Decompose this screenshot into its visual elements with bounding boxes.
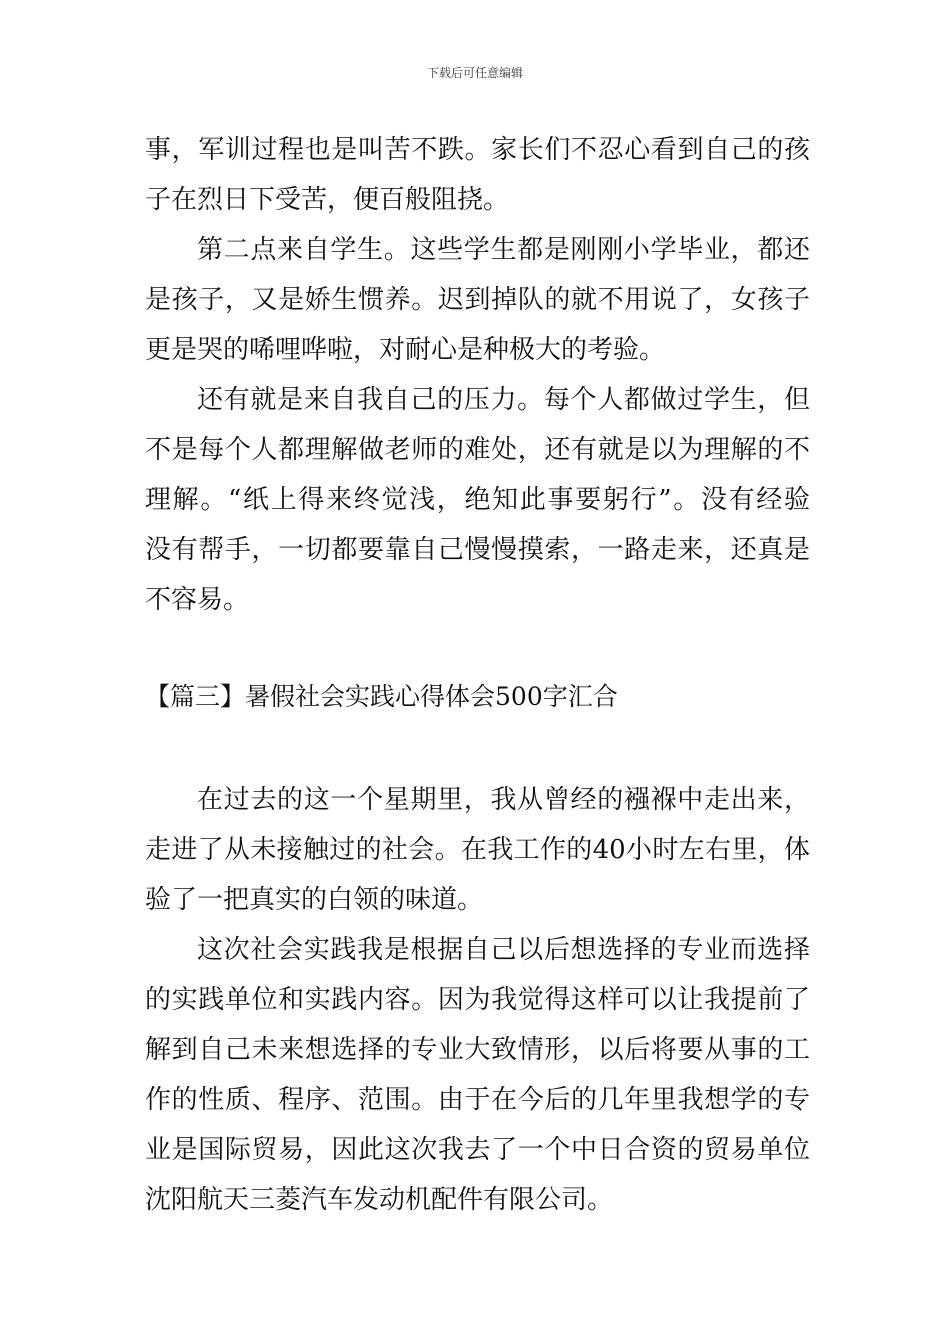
- paragraph-line: 第二点来自学生。这些学生都是刚刚小学毕业，都还: [197, 235, 810, 265]
- paragraph-line: 没有帮手，一切都要靠自己慢慢摸索，一路走来，还真是: [145, 535, 810, 565]
- paragraph-line: 事，军训过程也是叫苦不跌。家长们不忍心看到自己的孩: [145, 135, 810, 165]
- paragraph-line: 不容易。: [145, 585, 250, 615]
- paragraph-line: 沈阳航天三菱汽车发动机配件有限公司。: [145, 1185, 614, 1215]
- paragraph-line: 走进了从未接触过的社会。在我工作的40小时左右里，体: [145, 835, 810, 865]
- paragraph-line: 的实践单位和实践内容。因为我觉得这样可以让我提前了: [145, 985, 810, 1015]
- paragraph-line: 更是哭的唏哩哗啦，对耐心是种极大的考验。: [145, 335, 666, 365]
- paragraph-line: 子在烈日下受苦，便百般阻挠。: [145, 185, 510, 215]
- paragraph-line: 这次社会实践我是根据自己以后想选择的专业而选择: [197, 935, 810, 965]
- paragraph-line: 不是每个人都理解做老师的难处，还有就是以为理解的不: [145, 435, 810, 465]
- paragraph-line: 验了一把真实的白领的味道。: [145, 885, 484, 915]
- paragraph-line: 是孩子，又是娇生惯养。迟到掉队的就不用说了，女孩子: [145, 285, 810, 315]
- page-header: 下载后可任意编辑: [426, 66, 523, 80]
- paragraph-line: 解到自己未来想选择的专业大致情形，以后将要从事的工: [145, 1035, 810, 1065]
- paragraph-line: 作的性质、程序、范围。由于在今后的几年里我想学的专: [145, 1085, 810, 1115]
- paragraph-line: 理解。“纸上得来终觉浅，绝知此事要躬行”。没有经验: [145, 485, 810, 515]
- section-heading: 【篇三】暑假社会实践心得体会500字汇合: [145, 682, 618, 711]
- paragraph-line: 还有就是来自我自己的压力。每个人都做过学生，但: [197, 385, 810, 415]
- paragraph-line: 在过去的这一个星期里，我从曾经的襁褓中走出来，: [197, 785, 810, 815]
- paragraph-line: 业是国际贸易，因此这次我去了一个中日合资的贸易单位: [145, 1135, 810, 1165]
